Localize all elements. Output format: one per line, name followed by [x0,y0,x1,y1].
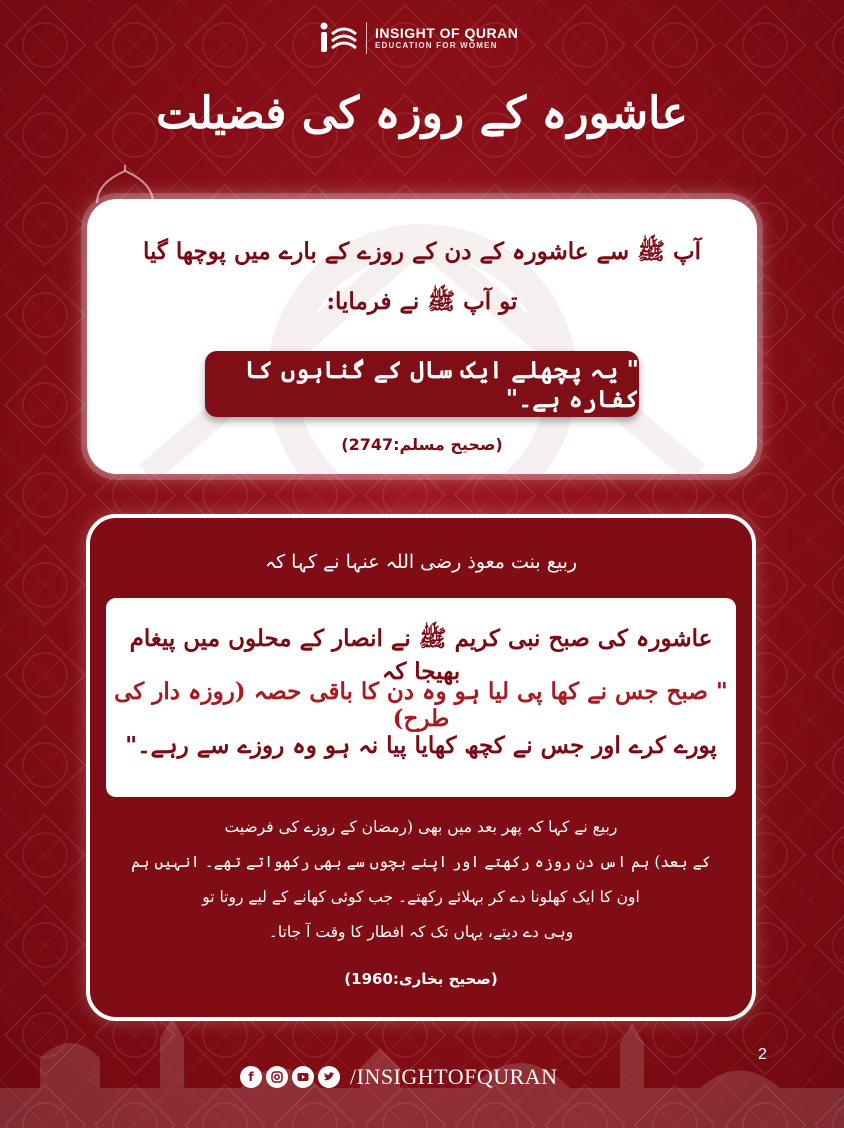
brand-tagline: EDUCATION FOR WOMEN [375,41,498,51]
page-title: عاشورہ کے روزہ کی فضیلت [156,88,688,139]
hadith-quote-box: " یہ پچھلے ایک سال کے گناہوں کا کفارہ ہے۔" [205,351,639,417]
hadith-card-muslim [87,199,757,474]
brand-header [318,18,538,58]
narration-paragraph-line: ربیع نے کہا کہ پھر بعد میں بھی (رمضان کے روزے کی فرضیت [224,818,618,836]
hadith-reference: (صحیح بخاری:1960) [344,970,498,988]
instagram-icon[interactable] [266,1066,288,1088]
narration-paragraph-line: وہی دے دیتے، یہاں تک کہ افطار کا وقت آ جاتا۔ [268,923,574,941]
youtube-icon[interactable] [292,1066,314,1088]
hadith-inner-line: عاشورہ کی صبح نبی کریم ﷺ نے انصار کے محلوں میں پیغام بھیجا کہ [129,625,713,685]
brand-name: INSIGHT OF QURAN [375,25,519,42]
hadith-inner-line: پورے کرے اور جس نے کچھ کھایا پیا نہ ہو وہ روزے سے رہے۔" [125,732,717,759]
brand-logo-icon [318,20,358,56]
narrator-heading: ربیع بنت معوذ رضی اللہ عنہا نے کہا کہ [264,551,578,573]
hadith-inner-line: " صبح جس نے کھا پی لیا ہو وہ دن کا باقی حصہ (روزہ دار کی طرح) [114,678,728,732]
narration-paragraph-line: اون کا ایک کھلونا دے کر بہلائے رکھتے۔ جب کوئی کھانے کے لیے روتا تو [202,888,640,906]
brand-divider [366,22,367,54]
hadith-inner-box [106,598,736,797]
hadith-answer-intro: تو آپ ﷺ نے فرمایا: [326,288,518,315]
narration-paragraph-line: کے بعد) ہم اس دن روزہ رکھتے اور اپنے بچوں سے بھی رکھواتے تھے۔ انہیں ہم [131,853,711,871]
twitter-icon[interactable] [318,1066,340,1088]
social-footer [240,1063,558,1091]
hadith-reference: (صحیح مسلم:2747) [341,435,503,454]
facebook-icon[interactable]: f [240,1066,262,1088]
hadith-question-line: آپ ﷺ سے عاشورہ کے دن کے روزے کے بارے میں پوچھا گیا [142,238,702,265]
social-handle-link[interactable]: /INSIGHTOFQURAN [350,1064,558,1089]
page-number: 2 [758,1046,767,1063]
brand-text [375,25,518,50]
hadith-card-bukhari [86,514,756,1021]
